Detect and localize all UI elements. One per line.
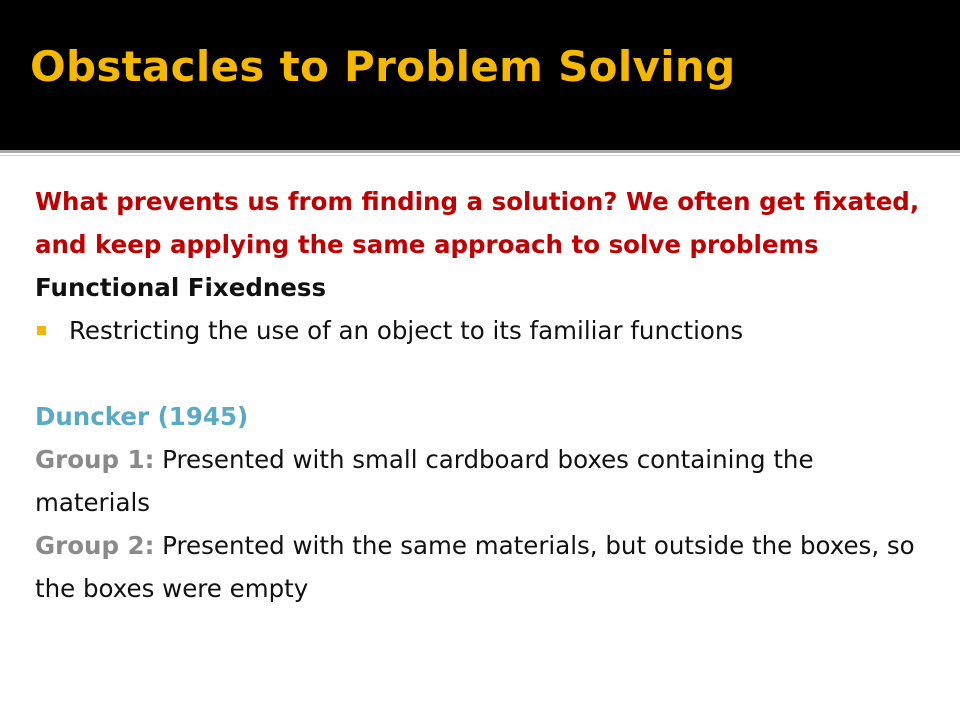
group-2-label: Group 2: [35,531,155,560]
slide-title: Obstacles to Problem Solving [30,42,736,91]
intro-text: What prevents us from finding a solution? We often get fixated, and keep applying the same approach to solve problems [35,187,920,259]
study-heading: Duncker (1945) [35,402,249,431]
group-2-text: Presented with the same materials, but outside the boxes, so the boxes were empty [35,531,915,603]
concept-heading: Functional Fixedness [35,273,327,302]
bullet-text: Restricting the use of an object to its familiar functions [69,316,744,345]
group-1-text: Presented with small cardboard boxes containing the materials [35,445,814,517]
group-1-label: Group 1: [35,445,155,474]
title-bar [0,0,960,150]
spacer [35,352,935,395]
title-divider-thin [0,155,960,156]
group-1-paragraph [35,438,935,524]
group-2-paragraph [35,524,935,610]
bullet-item [35,309,935,352]
slide-body [35,180,935,610]
square-bullet-icon [37,326,46,335]
title-divider [0,150,960,153]
